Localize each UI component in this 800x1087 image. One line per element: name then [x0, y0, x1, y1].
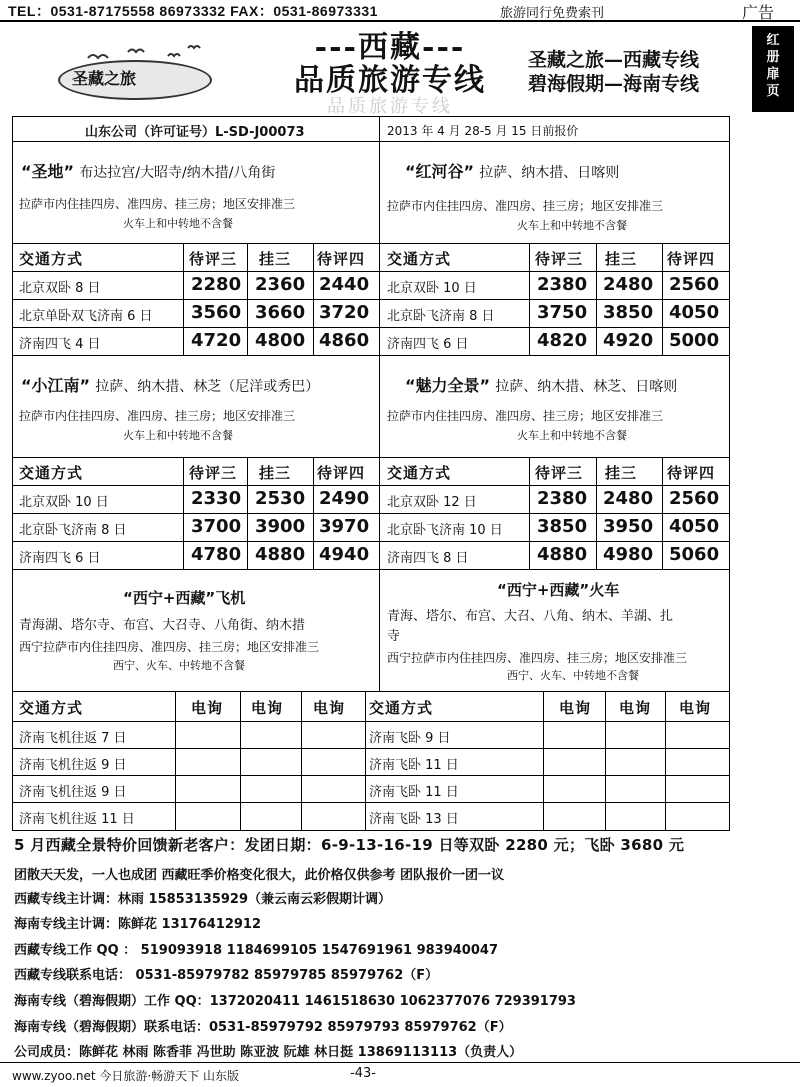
price-cell: 5000	[669, 330, 720, 351]
info-line: 团散天天发，一人也成团 西藏旺季价格变化很大，此价格仅供参考 团队报价一团一议	[14, 868, 505, 883]
price-period: 2013 年 4 月 28-5 月 15 日前报价	[387, 124, 579, 138]
route-title	[21, 159, 275, 182]
special-offer: 5 月西藏全景特价回馈新老客户：发团日期：6-9-13-16-19 日等双卧 2280 元；飞卧 3680 元	[14, 836, 685, 854]
info-line: 海南专线（碧海假期）工作 QQ：1372020411 1461518630 1062377076 729391793	[14, 994, 576, 1009]
headline-shadow: 品质旅游专线	[327, 96, 453, 117]
qinghai-train-title: “西宁+西藏”火车	[497, 581, 620, 599]
row-label: 北京卧飞济南 10 日	[387, 523, 503, 538]
row-label: 北京单卧双飞济南 6 日	[19, 309, 153, 324]
route-name: “红河谷”	[405, 162, 475, 181]
price-cell: 4920	[603, 330, 654, 351]
price-cell: 4880	[537, 544, 588, 565]
price-cell: 3700	[191, 516, 242, 537]
price-cell: 2480	[603, 488, 654, 509]
qinghai-train-places: 青海、塔尔、布宫、大召、八角、纳木、羊湖、扎	[387, 609, 674, 624]
side-tab-char: 扉	[766, 67, 780, 82]
row-label: 济南飞机往返 9 日	[19, 785, 127, 800]
row-label: 济南飞卧 13 日	[369, 812, 459, 827]
col-header: 待评三	[535, 250, 584, 268]
price-cell: 3900	[255, 516, 306, 537]
row-label: 济南四飞 6 日	[19, 551, 101, 566]
row-label: 北京卧飞济南 8 日	[19, 523, 127, 538]
col-header: 待评四	[667, 464, 716, 482]
col-header: 电询	[679, 699, 712, 717]
route-places: 拉萨、纳木措、日喀则	[479, 165, 620, 181]
price-cell: 3970	[319, 516, 370, 537]
row-label: 北京双卧 12 日	[387, 495, 477, 510]
col-header: 待评四	[317, 464, 366, 482]
row-label: 济南四飞 8 日	[387, 551, 469, 566]
row-label: 济南飞卧 9 日	[369, 731, 451, 746]
price-cell: 5060	[669, 544, 720, 565]
price-table	[12, 116, 730, 831]
info-line: 公司成员：陈鲜花 林雨 陈香菲 冯世助 陈亚波 阮雄 林日挺 13869113113（负责人）	[14, 1045, 523, 1060]
qinghai-train-note: 西宁、火车、中转地不含餐	[507, 669, 639, 682]
row-label: 北京双卧 10 日	[387, 281, 477, 296]
row-label: 济南飞机往返 9 日	[19, 758, 127, 773]
price-cell: 3720	[319, 302, 370, 323]
col-header: 交通方式	[387, 250, 452, 268]
price-cell: 3750	[537, 302, 588, 323]
col-header: 待评四	[317, 250, 366, 268]
price-cell: 3850	[603, 302, 654, 323]
ad-tag: 广告	[742, 3, 775, 22]
row-label: 济南飞机往返 7 日	[19, 731, 127, 746]
col-header: 交通方式	[19, 464, 84, 482]
col-header: 电询	[191, 699, 224, 717]
row-label: 北京双卧 8 日	[19, 281, 101, 296]
col-header: 电询	[559, 699, 592, 717]
row-label: 济南四飞 6 日	[387, 337, 469, 352]
route-note: 火车上和中转地不含餐	[517, 219, 627, 232]
headline-line1: ---西藏---	[314, 30, 466, 65]
col-header: 挂三	[605, 464, 638, 482]
route-name: “小江南”	[21, 376, 91, 395]
price-cell: 2380	[537, 274, 588, 295]
qinghai-flight-places: 青海湖、塔尔寺、布宫、大召寺、八角街、纳木措	[19, 618, 306, 633]
top-bar	[0, 0, 800, 22]
price-cell: 4940	[319, 544, 370, 565]
price-cell: 4860	[319, 330, 370, 351]
price-cell: 2490	[319, 488, 370, 509]
qinghai-flight-note: 西宁、火车、中转地不含餐	[113, 659, 245, 672]
price-cell: 4980	[603, 544, 654, 565]
price-cell: 4050	[669, 516, 720, 537]
qinghai-flight-title: “西宁+西藏”飞机	[123, 589, 246, 607]
price-cell: 3560	[191, 302, 242, 323]
col-header: 挂三	[259, 464, 292, 482]
row-label: 北京卧飞济南 8 日	[387, 309, 495, 324]
price-cell: 2380	[537, 488, 588, 509]
row-label: 济南飞机往返 11 日	[19, 812, 135, 827]
col-header: 待评四	[667, 250, 716, 268]
route-places: 拉萨、纳木措、林芝、日喀则	[495, 379, 678, 395]
route-note: 拉萨市内住挂四房、准四房、挂三房；地区安排准三	[19, 409, 296, 423]
col-header: 待评三	[535, 464, 584, 482]
info-line: 海南专线主计调：陈鲜花 13176412912	[14, 917, 262, 932]
ad-note: 旅游同行免费索刊	[500, 6, 605, 21]
route-name: “魅力全景”	[405, 376, 491, 395]
footer-site: www.zyoo.net 今日旅游·畅游天下 山东版	[12, 1069, 239, 1083]
info-line: 海南专线（碧海假期）联系电话：0531-85979792 85979793 85979762（F）	[14, 1020, 512, 1035]
col-header: 电询	[313, 699, 346, 717]
col-header: 交通方式	[19, 699, 84, 717]
col-header: 电询	[619, 699, 652, 717]
price-cell: 4800	[255, 330, 306, 351]
route-name: “圣地”	[21, 162, 75, 181]
col-header: 交通方式	[19, 250, 84, 268]
route-note: 火车上和中转地不含餐	[517, 429, 627, 442]
qinghai-train-places-cont: 寺	[387, 629, 401, 644]
price-cell: 4720	[191, 330, 242, 351]
row-label: 济南四飞 4 日	[19, 337, 101, 352]
col-header: 交通方式	[387, 464, 452, 482]
route-title	[405, 373, 677, 396]
brand-logo	[58, 44, 218, 100]
route-places: 布达拉宫/大昭寺/纳木措/八角街	[79, 165, 276, 181]
price-cell: 2360	[255, 274, 306, 295]
route-note: 拉萨市内住挂四房、准四房、挂三房；地区安排准三	[387, 409, 664, 423]
row-label: 北京双卧 10 日	[19, 495, 109, 510]
row-label: 济南飞卧 11 日	[369, 758, 459, 773]
price-cell: 2560	[669, 488, 720, 509]
col-header: 交通方式	[369, 699, 434, 717]
side-tab	[752, 26, 794, 112]
col-header: 电询	[251, 699, 284, 717]
price-cell: 2560	[669, 274, 720, 295]
price-cell: 4050	[669, 302, 720, 323]
price-cell: 4780	[191, 544, 242, 565]
route-title	[405, 159, 619, 182]
price-cell: 2480	[603, 274, 654, 295]
price-cell: 4820	[537, 330, 588, 351]
route-note: 拉萨市内住挂四房、准四房、挂三房；地区安排准三	[387, 199, 664, 213]
price-cell: 2530	[255, 488, 306, 509]
row-label: 济南飞卧 11 日	[369, 785, 459, 800]
qinghai-flight-note: 西宁拉萨市内住挂四房、准四房、挂三房；地区安排准三	[19, 640, 320, 654]
tagline	[528, 48, 699, 96]
route-note: 火车上和中转地不含餐	[123, 429, 233, 442]
footer	[0, 1062, 800, 1087]
tagline-hainan: 碧海假期—海南专线	[528, 73, 700, 95]
contact-line: TEL：0531-87175558 86973332 FAX：0531-86973331	[8, 3, 378, 19]
logo-text: 圣藏之旅	[72, 69, 137, 88]
col-header: 挂三	[605, 250, 638, 268]
price-cell: 2440	[319, 274, 370, 295]
headline	[255, 32, 525, 116]
tagline-tibet: 圣藏之旅—西藏专线	[528, 49, 700, 71]
price-cell: 2330	[191, 488, 242, 509]
price-cell: 3850	[537, 516, 588, 537]
route-places: 拉萨、纳木措、林芝（尼洋或秀巴）	[95, 379, 320, 395]
route-title	[21, 373, 319, 396]
side-tab-char: 页	[766, 84, 780, 99]
col-header: 待评三	[189, 464, 238, 482]
route-note: 火车上和中转地不含餐	[123, 217, 233, 230]
info-line: 西藏专线工作 QQ ： 519093918 1184699105 1547691961 983940047	[14, 943, 498, 958]
price-cell: 3660	[255, 302, 306, 323]
qinghai-train-note: 西宁拉萨市内住挂四房、准四房、挂三房；地区安排准三	[387, 651, 688, 665]
license-number: 山东公司（许可证号）L-SD-J00073	[85, 125, 305, 140]
headline-line2: 品质旅游专线	[294, 63, 486, 98]
price-cell: 2280	[191, 274, 242, 295]
price-cell: 3950	[603, 516, 654, 537]
col-header: 挂三	[259, 250, 292, 268]
info-line: 西藏专线联系电话： 0531-85979782 85979785 85979762（F）	[14, 968, 439, 983]
price-cell: 4880	[255, 544, 306, 565]
side-tab-char: 册	[766, 50, 780, 65]
info-line: 西藏专线主计调：林雨 15853135929（兼云南云彩假期计调）	[14, 892, 392, 907]
route-note: 拉萨市内住挂四房、准四房、挂三房；地区安排准三	[19, 197, 296, 211]
col-header: 待评三	[189, 250, 238, 268]
page-number: -43-	[350, 1066, 376, 1081]
side-tab-char: 红	[766, 33, 780, 48]
